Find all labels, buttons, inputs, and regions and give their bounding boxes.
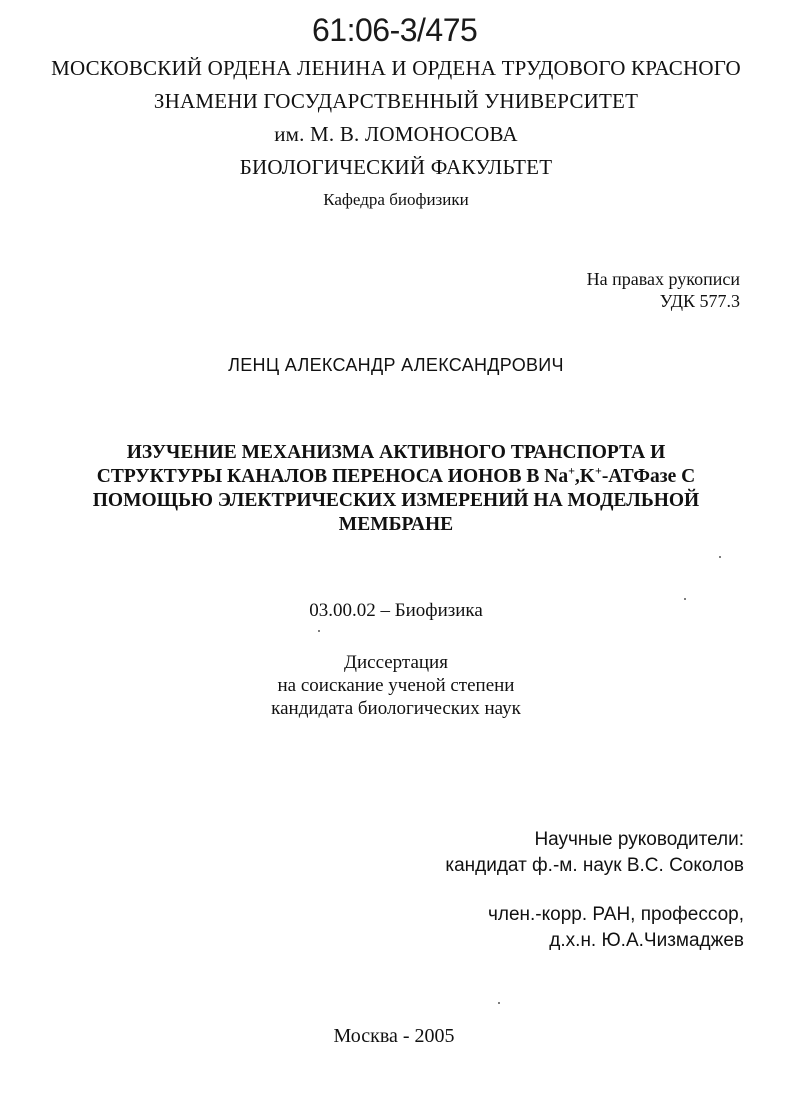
supervisor-2-line-2: д.х.н. Ю.А.Чизмаджев	[549, 930, 744, 951]
supervisors-heading: Научные руководители:	[534, 829, 744, 850]
dissertation-line-1: Диссертация	[344, 652, 448, 673]
supervisors-block	[445, 827, 744, 879]
institution-line-2: ЗНАМЕНИ ГОСУДАРСТВЕННЫЙ УНИВЕРСИТЕТ	[153, 89, 639, 113]
faculty-name: БИОЛОГИЧЕСКИЙ ФАКУЛЬТЕТ	[239, 155, 553, 179]
scan-speck	[318, 630, 320, 632]
thesis-title	[0, 441, 792, 537]
chair-name: Кафедра биофизики	[323, 190, 469, 209]
dissertation-line-2: на соискание ученой степени	[277, 675, 515, 696]
scan-speck	[498, 1002, 500, 1004]
dissertation-line-3: кандидата биологических наук	[271, 698, 521, 719]
supervisor-2-line-1: член.-корр. РАН, профессор,	[487, 904, 744, 925]
title-line-2: СТРУКТУРЫ КАНАЛОВ ПЕРЕНОСА ИОНОВ В Na+,K+-АТФазе С	[96, 463, 696, 487]
scan-speck	[719, 556, 721, 558]
rights-label: На правах рукописи	[586, 269, 740, 289]
institution-line-1: МОСКОВСКИЙ ОРДЕНА ЛЕНИНА И ОРДЕНА ТРУДОВОГО КРАСНОГО	[51, 56, 741, 80]
city-year: Москва - 2005	[333, 1025, 455, 1047]
specialty-code: 03.00.02 – Биофизика	[309, 600, 483, 621]
udk-code: УДК 577.3	[659, 291, 740, 311]
title-line-1: ИЗУЧЕНИЕ МЕХАНИЗМА АКТИВНОГО ТРАНСПОРТА И	[126, 442, 666, 463]
scan-speck	[684, 598, 686, 600]
library-stamp-number: 61:06-3/475	[312, 12, 478, 48]
title-line-3: ПОМОЩЬЮ ЭЛЕКТРИЧЕСКИХ ИЗМЕРЕНИЙ НА МОДЕЛЬНОЙ	[92, 490, 700, 511]
institution-line-3: им. М. В. ЛОМОНОСОВА	[274, 122, 518, 146]
rights-block	[587, 268, 740, 312]
author-name: ЛЕНЦ АЛЕКСАНДР АЛЕКСАНДРОВИЧ	[228, 355, 564, 375]
dissertation-info	[0, 651, 792, 720]
supervisor-1: кандидат ф.-м. наук В.С. Соколов	[445, 855, 744, 876]
supervisor-2-block	[488, 902, 744, 954]
title-line-4: МЕМБРАНЕ	[338, 514, 454, 535]
